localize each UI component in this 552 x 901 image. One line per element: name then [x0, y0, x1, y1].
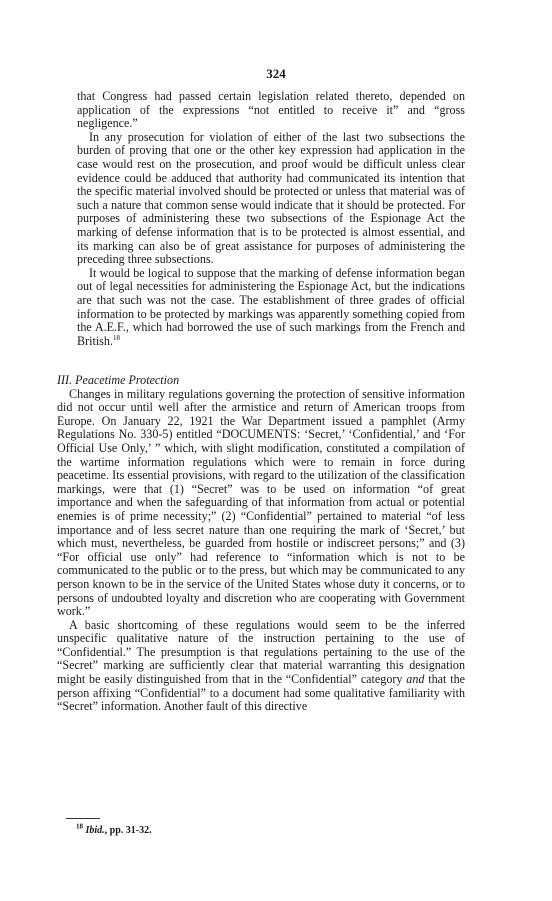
- body-text: [77, 90, 465, 348]
- footnote-pages: , pp. 31-32.: [104, 825, 152, 836]
- paragraph-marking-origin-text: It would be logical to suppose that the marking of defense information began out of legal necessities for administering the Espionage Act, but the indications are that such was not the case. The establishment of three grades of official information to be protected by markings was apparently something copied from the A.E.F., which had borrowed the use of such markings from the French and British.: [77, 265, 465, 348]
- paragraph-shortcoming-text-a: A basic shortcoming of these regulations would seem to be the inferred unspecific qualitative nature of the instruction pertaining to the use of “Confidential.” The presumption is that regulations pertaining to the use of the “Secret” marking are sufficiently clear that material warranting this designation might be easily distinguished from that in the “Confidential” category: [57, 617, 465, 687]
- paragraph-continuation: that Congress had passed certain legislation related thereto, depended on application of the expressions “not entitled to receive it” and “gross negligence.”: [77, 89, 465, 131]
- footnote: [76, 822, 152, 837]
- paragraph-military-regulations: Changes in military regulations governing the protection of sensitive information did not occur until well after the armistice and return of American troops from Europe. On January 22, 1921 the War Department issued a pamphlet (Army Regulations No. 330-5) entitled “DOCUMENTS: ‘Secret,’ ‘Confidential,’ and ‘For Official Use Only,’ ” which, with slight modification, constituted a compilation of the wartime information regulations which were to remain in force during peacetime. Its essential provisions, with regard to the utilization of the classification markings, were that (1) “Secret” was to be used on information “of great importance and when the safeguarding of that information from actual or potential enemies is of prime necessity;” (2) “Confidential” pertained to material “of less importance and of less secret nature than one requiring the mark of ‘Secret,’ but which must, nevertheless, be guarded from hostile or indiscreet persons;” and (3) “For official use only” had reference to “information which is not to be communicated to the public or to the press, but which may be communicated to any person known to be in the service of the United States whose duty it concerns, or to persons of undoubted loyalty and discretion who are cooperating with Government work.”: [57, 386, 465, 619]
- section-peacetime-protection: [57, 374, 465, 714]
- section-heading: III. Peacetime Protection: [57, 373, 180, 387]
- paragraph-burden-of-proof: In any prosecution for violation of either of the last two subsections the burden of proving that one or the other key expression had application in the case would rest on the prosecution, and proof would be difficult unless clear evidence could be adduced that authority had communicated its intention that the specific material involved should be protected or unless that material was of such a nature that common sense would indicate that it should be protected. For purposes of administering these two subsections of the Espionage Act the marking of defense information that is to be protected is almost essential, and its marking can also be of great assistance for purposes of administering the preceding three subsections.: [77, 129, 465, 267]
- footnote-marker: 18: [76, 822, 83, 831]
- paragraph-shortcoming-text-b: that the person affixing “Confidential” to a document had some qualitative familiarity with “Secret” information. Another fault of this directive: [57, 672, 465, 714]
- paragraph-shortcoming: [57, 619, 465, 714]
- footnote-reference: 18: [112, 333, 120, 342]
- footnote-divider: [66, 818, 100, 819]
- paragraph-shortcoming-emphasis: and: [406, 672, 425, 687]
- page-number: 324: [266, 66, 286, 81]
- paragraph-marking-origin: [77, 267, 465, 349]
- footnote-ibid: Ibid.: [85, 825, 105, 836]
